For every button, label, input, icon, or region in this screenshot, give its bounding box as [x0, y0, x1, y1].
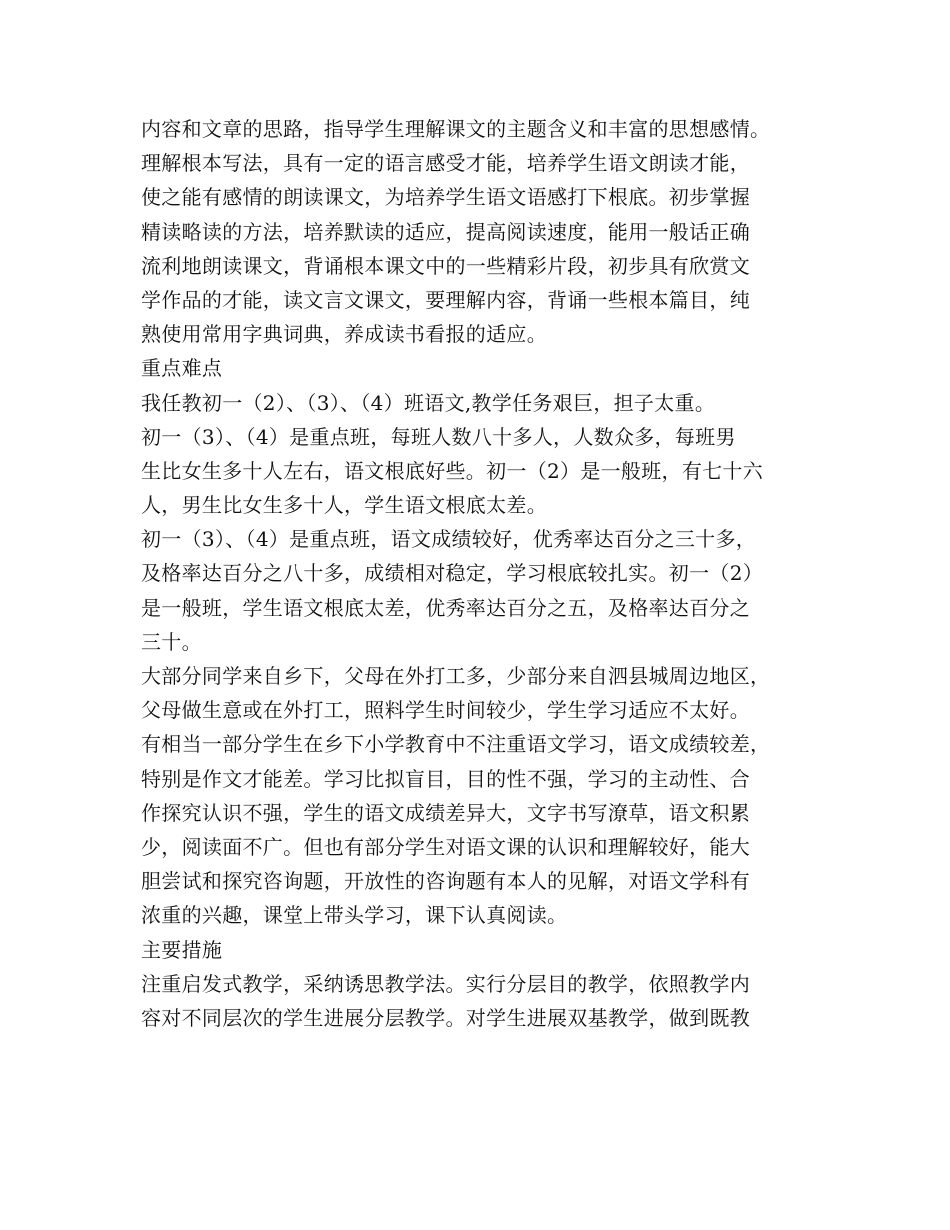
text-line: 内容和文章的思路，指导学生理解课文的主题含义和丰富的思想感情。	[141, 117, 771, 141]
text-line: 是一般班，学生语文根底太差，优秀率达百分之五，及格率达百分之	[141, 595, 750, 620]
text-line: 有相当一部分学生在乡下小学教育中不注重语文学习，语文成绩较差，	[141, 732, 771, 757]
text-line: 特别是作文才能差。学习比拟盲目，目的性不强，学习的主动性、合	[141, 766, 750, 791]
document-body	[141, 112, 831, 1035]
text-line: 初一（3）、（4）是重点班，每班人数八十多人，人数众多，每班男	[141, 424, 736, 449]
text-line: 我任教初一（2）、（3）、（4）班语文,教学任务艰巨，担子太重。	[141, 390, 716, 415]
text-line: 父母做生意或在外打工，照料学生时间较少，学生学习适应不太好。	[141, 698, 750, 723]
text-line: 流利地朗读课文，背诵根本课文中的一些精彩片段，初步具有欣赏文	[141, 253, 750, 278]
text-line: 胆尝试和探究咨询题，开放性的咨询题有本人的见解，对语文学科有	[141, 869, 750, 894]
text-line: 三十。	[141, 629, 202, 654]
text-line: 初一（3）、（4）是重点班，语文成绩较好，优秀率达百分之三十多，	[141, 527, 757, 552]
text-line: 生比女生多十人左右，语文根底好些。初一（2）是一般班，有七十六	[141, 458, 764, 483]
text-line: 浓重的兴趣，课堂上带头学习，课下认真阅读。	[141, 903, 568, 928]
text-line: 熟使用常用字典词典，养成读书看报的适应。	[141, 322, 547, 347]
text-line: 重点难点	[141, 356, 223, 381]
text-line: 人，男生比女生多十人，学生语文根底太差。	[141, 493, 547, 518]
text-line: 大部分同学来自乡下，父母在外打工多，少部分来自泗县城周边地区，	[141, 664, 771, 688]
text-line: 少，阅读面不广。但也有部分学生对语文课的认识和理解较好，能大	[141, 834, 750, 859]
text-line: 使之能有感情的朗读课文，为培养学生语文语感打下根底。初步掌握	[141, 185, 750, 210]
text-line: 主要措施	[141, 937, 223, 962]
text-line: 学作品的才能，读文言文课文，要理解内容，背诵一些根本篇目，纯	[141, 287, 750, 312]
text-line: 容对不同层次的学生进展分层教学。对学生进展双基教学，做到既教	[141, 1005, 750, 1030]
text-line: 作探究认识不强，学生的语文成绩差异大，文字书写潦草，语文积累	[141, 800, 750, 825]
text-line: 理解根本写法，具有一定的语言感受才能，培养学生语文朗读才能，	[141, 151, 750, 176]
text-line: 及格率达百分之八十多，成绩相对稳定，学习根底较扎实。初一（2）	[141, 561, 764, 586]
text-line: 注重启发式教学，采纳诱思教学法。实行分层目的教学，依照教学内	[141, 971, 750, 996]
text-line: 精读略读的方法，培养默读的适应，提高阅读速度，能用一般话正确	[141, 219, 750, 244]
